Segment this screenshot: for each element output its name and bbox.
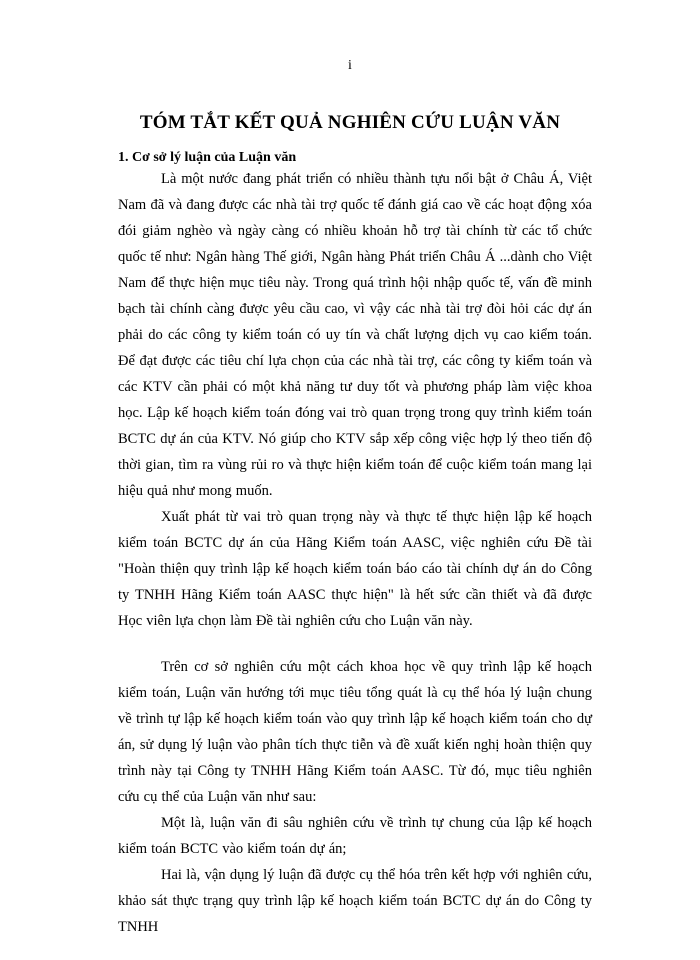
paragraph-3: Trên cơ sở nghiên cứu một cách khoa học về quy trình lập kế hoạch kiểm toán, Luận văn hướng tới mục tiêu tổng quát là cụ thể hóa lý luận chung về trình tự lập kế hoạch kiểm toán vào quy trình lập kế hoạch kiểm toán cho dự án, sử dụng lý luận vào phân tích thực tiễn và đề xuất kiến nghị hoàn thiện quy trình này tại Công ty TNHH Hãng Kiểm toán AASC. Từ đó, mục tiêu nghiên cứu cụ thể của Luận văn như sau: xyxy=(118,659,592,805)
paragraph-1: Là một nước đang phát triển có nhiều thành tựu nổi bật ở Châu Á, Việt Nam đã và đang được các nhà tài trợ quốc tế đánh giá cao về các hoạt động xóa đói giảm nghèo và ngày càng có nhiều khoản hỗ trợ tài chính từ các tổ chức quốc tế như: Ngân hàng Thế giới, Ngân hàng Phát triển Châu Á ...dành cho Việt Nam để thực hiện mục tiêu này. Trong quá trình hội nhập quốc tế, vấn đề minh bạch tài chính càng được yêu cầu cao, vì vậy các nhà tài trợ đòi hỏi các dự án phải do các công ty kiểm toán có uy tín và chất lượng dịch vụ cao kiểm toán. Để đạt được các tiêu chí lựa chọn của các nhà tài trợ, các công ty kiểm toán và các KTV cần phải có một khả năng tư duy tốt và phương pháp làm việc khoa học. Lập kế hoạch kiểm toán đóng vai trò quan trọng trong quy trình kiểm toán BCTC dự án của KTV. Nó giúp cho KTV sắp xếp công việc hợp lý theo tiến độ thời gian, tìm ra vùng rủi ro và thực hiện kiểm toán để cuộc kiểm toán mang lại hiệu quả như mong muốn. xyxy=(118,171,592,499)
paragraph-2: Xuất phát từ vai trò quan trọng này và thực tế thực hiện lập kế hoạch kiểm toán BCTC dự án của Hãng Kiểm toán AASC, việc nghiên cứu Đề tài "Hoàn thiện quy trình lập kế hoạch kiểm toán báo cáo tài chính dự án do Công ty TNHH Hãng Kiểm toán AASC thực hiện" là hết sức cần thiết và đã được Học viên lựa chọn làm Đề tài nghiên cứu cho Luận văn này. xyxy=(118,509,592,629)
body-text xyxy=(118,166,592,940)
paragraph-5: Hai là, vận dụng lý luận đã được cụ thể hóa trên kết hợp với nghiên cứu, khảo sát thực trạng quy trình lập kế hoạch kiểm toán BCTC dự án do Công ty TNHH xyxy=(118,867,592,935)
section-heading: 1. Cơ sở lý luận của Luận văn xyxy=(118,150,297,165)
paragraph-4: Một là, luận văn đi sâu nghiên cứu về trình tự chung của lập kế hoạch kiểm toán BCTC vào kiểm toán dự án; xyxy=(118,815,592,857)
page-number: i xyxy=(348,58,352,73)
page-title: TÓM TẮT KẾT QUẢ NGHIÊN CỨU LUẬN VĂN xyxy=(139,112,561,133)
